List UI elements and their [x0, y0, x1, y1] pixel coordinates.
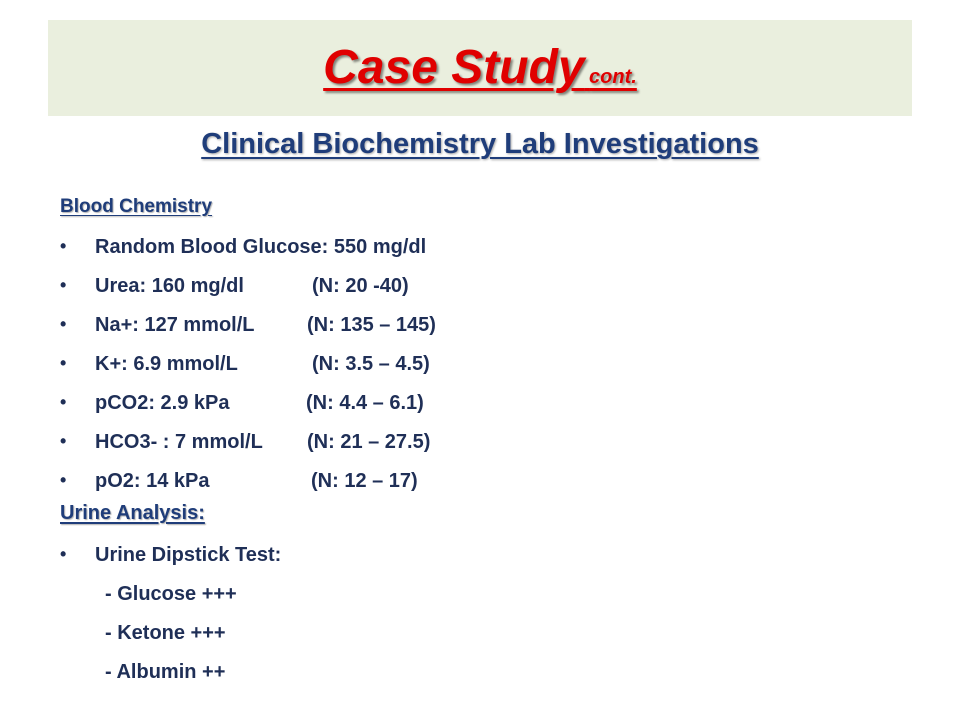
normal-range: (N: 21 – 27.5): [307, 431, 431, 453]
bullet-icon: •: [60, 353, 67, 373]
normal-range: (N: 3.5 – 4.5): [312, 353, 430, 375]
urine-analysis-heading: Urine Analysis:: [60, 502, 205, 524]
lab-value: K+: 6.9 mmol/L: [95, 353, 238, 375]
dipstick-test-label: Urine Dipstick Test:: [95, 544, 282, 566]
lab-value: Na+: 127 mmol/L: [95, 314, 255, 336]
title-suffix: cont.: [589, 66, 637, 88]
slide-title: [0, 40, 960, 95]
bullet-icon: •: [60, 544, 67, 564]
dipstick-result-albumin: - Albumin ++: [105, 661, 226, 683]
normal-range: (N: 12 – 17): [311, 470, 418, 492]
bullet-icon: •: [60, 392, 67, 412]
lab-value: Random Blood Glucose: 550 mg/dl: [95, 236, 427, 258]
dipstick-result-glucose: - Glucose +++: [105, 583, 237, 605]
bullet-icon: •: [60, 470, 67, 490]
lab-value: pCO2: 2.9 kPa: [95, 392, 230, 414]
normal-range: (N: 135 – 145): [307, 314, 436, 336]
dipstick-result-ketone: - Ketone +++: [105, 622, 226, 644]
bullet-icon: •: [60, 236, 67, 256]
normal-range: (N: 4.4 – 6.1): [306, 392, 424, 414]
title-main: Case Study: [323, 41, 585, 94]
blood-chemistry-heading: Blood Chemistry: [60, 196, 213, 217]
normal-range: (N: 20 -40): [312, 275, 409, 297]
bullet-icon: •: [60, 275, 67, 295]
bullet-icon: •: [60, 431, 67, 451]
lab-value: pO2: 14 kPa: [95, 470, 210, 492]
slide-subtitle: Clinical Biochemistry Lab Investigations: [201, 128, 759, 160]
bullet-icon: •: [60, 314, 67, 334]
lab-value: HCO3- : 7 mmol/L: [95, 431, 263, 453]
lab-value: Urea: 160 mg/dl: [95, 275, 244, 297]
